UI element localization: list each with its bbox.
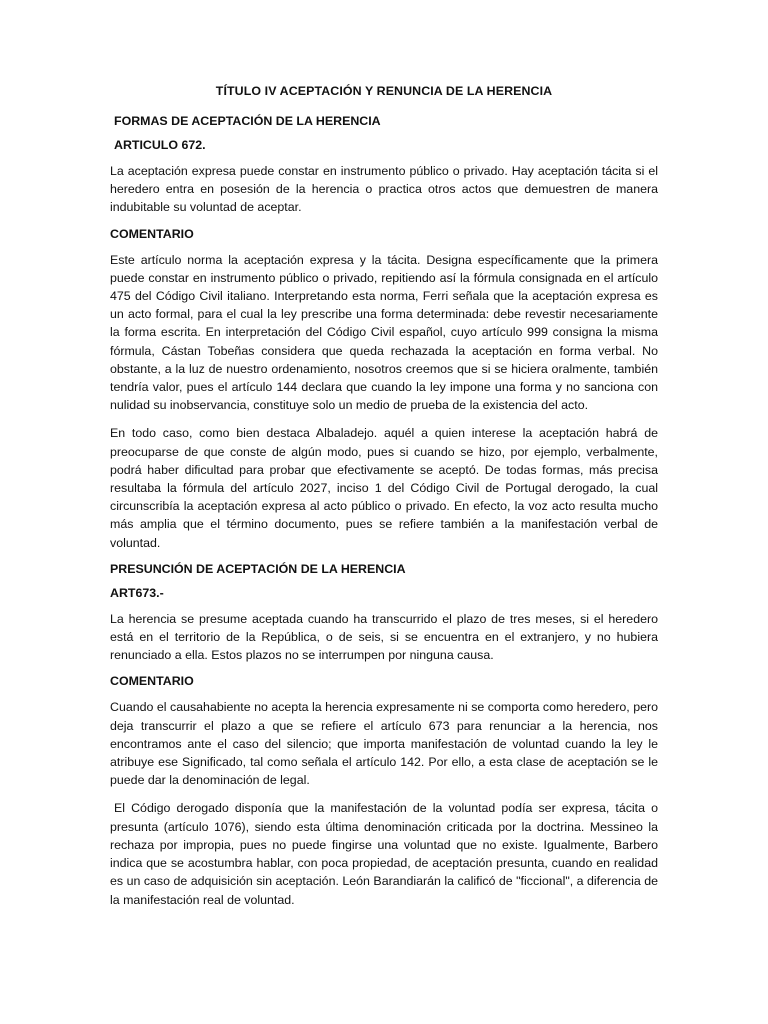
article-672-heading: ARTICULO 672. [114, 138, 206, 152]
comment-1-paragraph-2: En todo caso, como bien destaca Albaladejo. aquél a quien interese la aceptación habrá de preocuparse de que conste de algún modo, pues si cuando se hizo, por ejemplo, verbalmente, podrá haber dificultad para probar que efectivamente se aceptó. De todas formas, más precisa resultaba la fórmula del artículo 2027, inciso 1 del Código Civil de Portugal derogado, la cual circunscribía la aceptación expresa al acto público o privado. En efecto, la voz acto resulta mucho más amplia que el término documento, pues se refiere también a la manifestación verbal de voluntad. [110, 426, 658, 550]
comment-heading-1: COMENTARIO [110, 226, 194, 241]
comment-1-paragraph-1: Este artículo norma la aceptación expresa y la tácita. Designa específicamente que la primera puede constar en instrumento público o privado, repitiendo así la fórmula consignada en el artículo 475 del Código Civil italiano. Interpretando esta norma, Ferri señala que la aceptación expresa es un acto formal, para el cual la ley prescribe una forma determinada: debe revestir necesariamente la forma escrita. En interpretación del Código Civil español, cuyo artículo 999 consigna la misma fórmula, Cástan Tobeñas considera que queda rechazada la aceptación en forma verbal. No obstante, a la luz de nuestro ordenamiento, nosotros creemos que si se hiciera oralmente, también tendría valor, pues el artículo 144 declara que cuando la ley impone una forma y no sanciona con nulidad su inobservancia, constituye solo un medio de prueba de la existencia del acto. [110, 252, 658, 413]
article-673-text: La herencia se presume aceptada cuando ha transcurrido el plazo de tres meses, si el heredero está en el territorio de la República, o de seis, si se encuentra en el extranjero, y no hubiera renunciado a ella. Estos plazos no se interrumpen por ninguna causa. [110, 611, 658, 663]
comment-2-paragraph-2: El Código derogado disponía que la manifestación de la voluntad podía ser expresa, tácita o presunta (artículo 1076), siendo esta última denominación criticada por la doctrina. Messineo la rechaza por impropia, pues no puede fingirse una voluntad que no existe. Igualmente, Barbero indica que se acostumbra hablar, con poca propiedad, de aceptación presunta, cuando en realidad es un caso de adquisición sin aceptación. León Barandiarán la calificó de "ficcional", a diferencia de la manifestación real de voluntad. [110, 801, 658, 907]
section-heading-presumption: PRESUNCIÓN DE ACEPTACIÓN DE LA HERENCIA [110, 561, 406, 576]
document-title: TÍTULO IV ACEPTACIÓN Y RENUNCIA DE LA HERENCIA [215, 84, 553, 98]
comment-2-paragraph-1: Cuando el causahabiente no acepta la herencia expresamente ni se comporta como heredero, pero deja transcurrir el plazo a que se refiere el artículo 673 para renunciar a la herencia, nos encontramos ante el caso del silencio; que importa manifestación de voluntad cuando la ley le atribuye ese Significado, tal como señala el artículo 142. Por ello, a esta clase de aceptación se le puede dar la denominación de legal. [110, 700, 658, 788]
article-673-heading: ART673.- [110, 585, 164, 600]
comment-heading-2: COMENTARIO [110, 674, 194, 689]
section-heading-forms: FORMAS DE ACEPTACIÓN DE LA HERENCIA [114, 114, 381, 128]
article-672-text: La aceptación expresa puede constar en instrumento público o privado. Hay aceptación tácita si el heredero entra en posesión de la herencia o practica otros actos que demuestren de manera indubitable su voluntad de aceptar. [110, 164, 658, 215]
